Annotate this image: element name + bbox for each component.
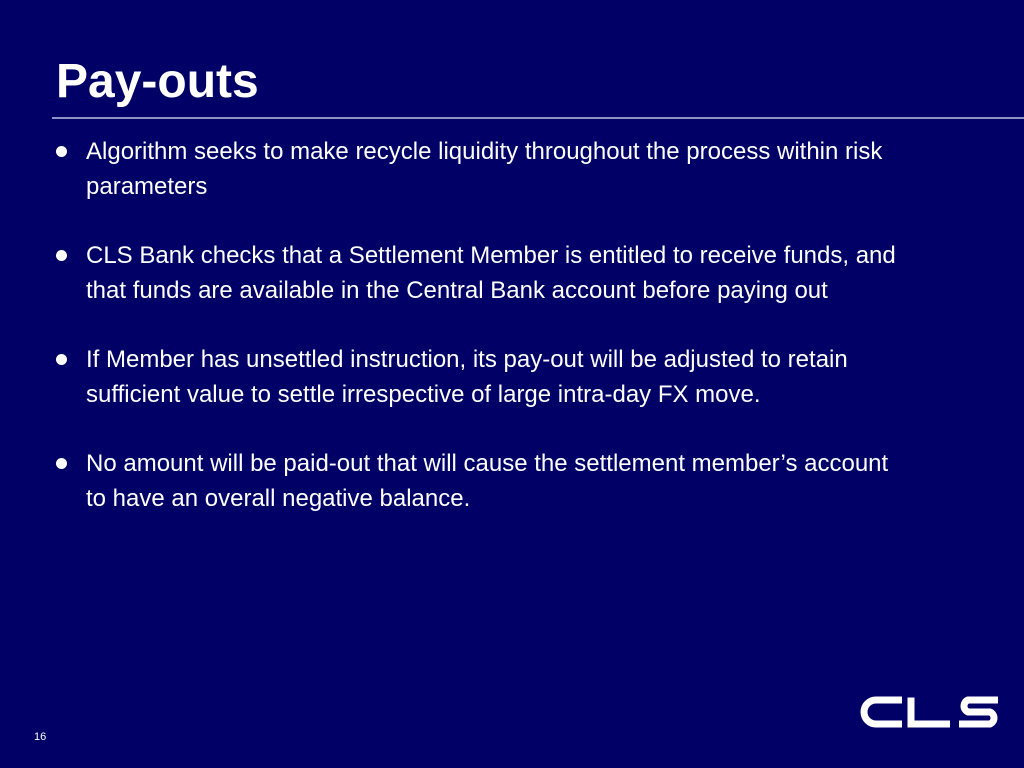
bullet-dot-icon [56,250,67,261]
bullet-item [52,238,912,308]
bullet-text: CLS Bank checks that a Settlement Member is entitled to receive funds, and that funds are available in the Central Bank account before paying out [86,242,896,304]
slide-title: Pay-outs [56,55,259,108]
bullet-item [52,134,912,204]
bullet-text: If Member has unsettled instruction, its pay-out will be adjusted to retain sufficient value to settle irrespective of large intra-day FX move. [86,346,848,408]
bullet-list [52,134,912,550]
bullet-text: No amount will be paid-out that will cause the settlement member’s account to have an overall negative balance. [86,450,889,512]
bullet-item [52,446,912,516]
page-number: 16 [34,731,47,743]
bullet-dot-icon [56,354,67,365]
bullet-text: Algorithm seeks to make recycle liquidity throughout the process within risk parameters [86,138,883,200]
title-divider [52,117,1024,119]
bullet-item [52,342,912,412]
bullet-dot-icon [56,146,67,157]
cls-logo [858,694,1002,730]
bullet-dot-icon [56,458,67,469]
